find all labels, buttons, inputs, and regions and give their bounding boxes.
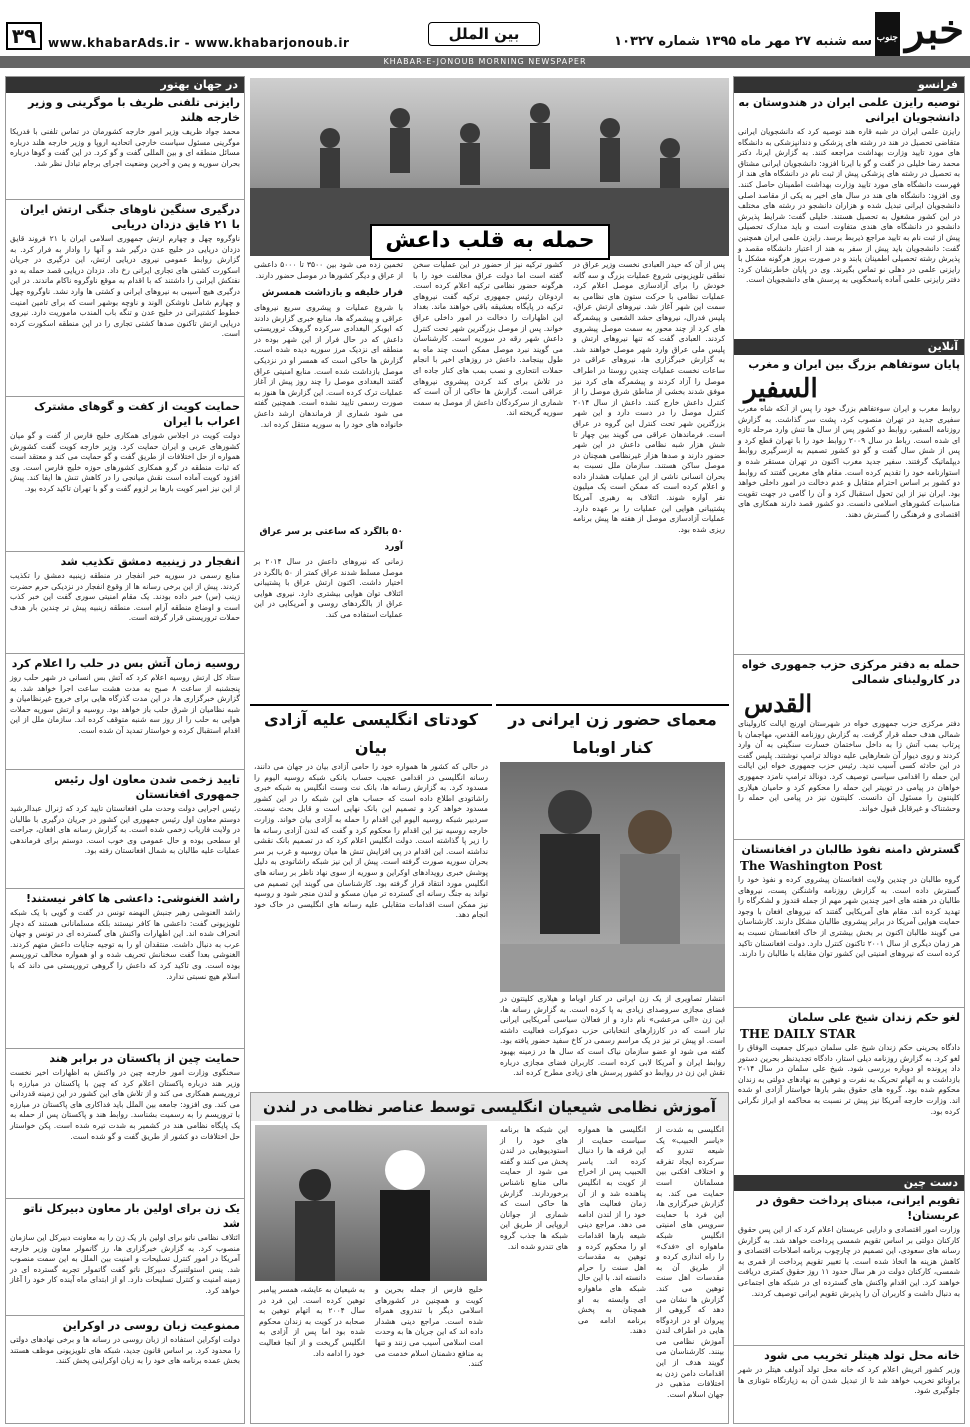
headline[interactable]: درگیری سنگین ناوهای جنگی ارتش ایران با ۲۱ قایق دزدان دریایی <box>6 199 244 234</box>
headline[interactable]: حمایت کویت از کفت و گوهای مشترک اعراب با ایران <box>6 396 244 431</box>
article-text: دفتر مرکزی حزب جمهوری خواه در شهرستان اورنج ایالت کارولینای شمالی هدف حمله قرار گرفت. به گزارش روزنامه القدس، مهاجمان با پرتاب بمب آتش زا به داخل ساختمان خسارت سنگینی به آن وارد کردند و روی دیوار آن شعارهایی علیه دونالد ترامپ نوشتند. پلیس گفت در این حادثه کسی آسیب ندید. رئیس حزب جمهوری خواه این ایالت این حمله را اقدامی سیاسی توصیف کرد. دونالد ترامپ نامزد جمهوری خواهان در پیامی در توییتر این حمله را محکوم کرد و حامیان هیلاری کلینتون را مسئول آن دانست. کلینتون نیز در پیامی این حمله را وحشتناک و غیرقابل قبول خواند. <box>738 719 960 813</box>
article-text: این شبکه ها برنامه های خود را از استودیوهایی در لندن پخش می کنند و گفته می شود از حمایت مالی منابع ناشناس برخوردارند. گزارش ها حاکی است که شماری از جوانان اروپایی از طریق این شبکه ها جذب گروه های تندرو شده اند. <box>500 1125 568 1251</box>
headline[interactable]: ممنوعیت زبان روسی در اوکراین <box>6 1315 244 1335</box>
article-text: پس از آن که حیدر العبادی نخست وزیر عراق در نطقی تلویزیونی شروع عملیات بزرگ و سه گانه خودش را برای آزادسازی موصل اعلام کرد، عملیات نظامی با حرکت ستون های نظامی به سمت این شهر آغاز شد. نیروهای ارتش عراق، پلیس فدرال، نیروهای حشد الشعبی و پیشمرگه های کرد از چند محور به سمت موصل پیشروی کردند. العبادی گفت که تنها نیروهای ارتش و پلیس ملی عراق وارد شهر موصل خواهند شد. به گزارش خبرگزاری ها، نیروهای عراقی در ساعات نخست عملیات چندین روستا در اطراف موصل را آزاد کردند و پیشمرگه های کرد نیز موفق شدند بخشی از مناطق شرق موصل را از کنترل داعش خارج کنند. داعش از سال ۲۰۱۴ کنترل موصل را در دست دارد و این شهر بزرگترین شهر تحت کنترل این گروه در عراق است. فرماندهان عراقی می گویند بین چهار تا شش هزار شبه نظامی داعش در این شهر حضور دارند و صدها هزار غیرنظامی همچنان در موصل ساکن هستند. سازمان ملل نسبت به بحران انسانی ناشی از این عملیات هشدار داده و اعلام کرده است که ممکن است یک میلیون نفر آواره شوند. ائتلاف به رهبری آمریکا پشتیبانی هوایی این عملیات را بر عهده دارد. عملیات آزادسازی موصل از هفته ها پیش برنامه ریزی شده بود. <box>573 260 725 534</box>
article-text: تخمین زده می شود بین ۳۵۰۰ تا ۵۰۰۰ داعشی از عراق و دیگر کشورها در موصل حضور دارند. <box>254 260 403 280</box>
paper-logo: THE DAILY STAR <box>740 1027 856 1041</box>
photo-caption-banner: حمله به قلب داعش <box>370 224 610 260</box>
center-story <box>250 260 729 700</box>
headline[interactable]: تایید زخمی شدن معاون اول رئیس جمهوری افغانستان <box>6 769 244 804</box>
headline[interactable]: خانه محل تولد هیتلر تخریب می شود <box>734 1345 964 1365</box>
tag-label: فرانسو <box>917 78 958 91</box>
shia-story <box>250 1092 729 1424</box>
paper-logo: القدس <box>744 689 813 718</box>
obama-story <box>496 704 729 1088</box>
obama-photo[interactable] <box>500 762 725 992</box>
article-text: در حالی که کشور ها همواره خود را حامی آزادی بیان در جهان می دانند، رسانه انگلیسی در اقدامی عجیب حساب بانکی شبکه روسیه الیوم را مسدود کرد. به گزارش رسانه ها، بانک نت وست انگلیس به شبکه خبری راشاتودی اطلاع داده است که حساب های این شبکه را در این کشور مسدود خواهد کرد و تصمیم این بانک نهایی است و قابل بحث نیست. سردبیر شبکه روسیه الیوم این اقدام را حمله به آزادی بیان خواند. وزارت خارجه روسیه نیز این اقدام را محکوم کرد و گفت که لندن آزادی رسانه ها را زیر پا گذاشته است. دولت انگلیس اعلام کرد که در تصمیم بانک نقشی نداشته است. این اقدام در پی افزایش تنش ها میان روسیه و غرب بر سر بحران سوریه صورت گرفته است. پیش از این نیز شبکه راشاتودی به دلیل پوشش خبری رویدادهای اوکراین و سوریه از سوی نهاد ناظر بر رسانه های انگلیس مورد انتقاد قرار گرفته بود. کارشناسان می گویند این تصمیم می تواند به جنگ رسانه ای گسترده تر میان مسکو و لندن منجر شود و روسیه نیز ممکن است اقدامات متقابلی علیه رسانه های انگلیسی در خاک خود انجام دهد. <box>254 762 488 920</box>
tag-label: دست چین <box>903 1176 958 1189</box>
article-text: خلیج فارس از جمله بحرین و کویت و همچنین در کشورهای اسلامی دیگر با تندروی همراه شده است. مراجع دینی هشدار داده اند که این جریان ها به وحدت امت اسلامی آسیب می زنند و تنها به منافع دشمنان اسلام خدمت می کنند. <box>375 1285 483 1369</box>
issue-date: سه شنبه ۲۷ مهر ماه ۱۳۹۵ شماره ۱۰۳۲۷ <box>614 34 872 49</box>
article-text: انگلیسی به شدت از «یاسر الحبیب» یک شیعه تندرو که سرکرده ایجاد تفرقه و اختلاف افکنی بین مسلمانان است حمایت می کند. به گزارش خبرگزاری ها، این فرد با حمایت سرویس های امنیتی انگلیس شبکه ماهواره ای «فدک» را راه اندازی کرده و از طریق آن به مقدسات اهل سنت توهین می کند. گزارش ها نشان می دهد که گروهی از پیروان او در اردوگاه هایی در اطراف لندن آموزش نظامی می بینند. کارشناسان می گویند هدف از این اقدامات دامن زدن به اختلافات مذهبی در جهان اسلام است. <box>656 1125 724 1399</box>
article-text: راشد الغنوشی رهبر جنبش النهضه تونس در گفت و گویی با یک شبکه تلویزیونی گفت: داعشی ها کافر نیستند بلکه مسلمانانی هستند که دچار انحراف شده اند. این اظهارات واکنش های گسترده ای در تونس و جهان عرب به دنبال داشت. منتقدان او را به توجیه جنایات داعش متهم کردند. الغنوشی بعدا گفت سخنانش تحریف شده و او همواره مخالف تروریسم بوده است. وی تاکید کرد که داعش را گروهی تروریستی می داند که با اسلام هیچ نسبتی ندارد. <box>10 908 240 981</box>
headline[interactable]: پایان سوتفاهم بزرگ بین ایران و مغرب <box>748 358 960 371</box>
newspaper-logo[interactable] <box>878 4 964 56</box>
headline[interactable]: حمایت چین از پاکستان در برابر هند <box>6 1048 244 1068</box>
logo-text: خبر <box>905 6 964 53</box>
article-text: زمانی که نیروهای داعش در سال ۲۰۱۴ بر موصل مسلط شدند عراق کمتر از ۵۰ بالگرد در اختیار داشت. اکنون ارتش عراق با پشتیبانی ائتلاف توان هوایی بیشتری دارد. نیروی هوایی عراق از بالگردهای روسی و آمریکایی در این عملیات استفاده می کند. <box>254 557 403 619</box>
left-column <box>5 76 245 1424</box>
headline[interactable]: روسیه زمان آتش بس در حلب را اعلام کرد <box>6 653 244 673</box>
article-text: گروه طالبان در چندین ولایت افغانستان پیشروی کرده و نفوذ خود را گسترش داده است. به گزارش روزنامه واشنگتن پست، نیروهای طالبان در هفته های اخیر چندین شهر مهم از جمله قندوز و لشکرگاه را تهدید کرده اند. مقام های آمریکایی گفتند که نیروهای افغان با وجود حمایت هوایی آمریکا در برابر پیشروی طالبان مشکل دارند. کارشناسان می گویند طالبان اکنون بر بخش بیشتری از خاک افغانستان نسبت به هر زمان دیگری از سال ۲۰۰۱ تاکنون کنترل دارد. دولت افغانستان تاکید کرده است که نیروهای امنیتی این کشور توان مقابله با طالبان را دارند. <box>738 875 961 959</box>
headline[interactable]: راشد الغنوشی: داعشی ها کافر نیستند! <box>6 888 244 908</box>
article-text: کشور ترکیه نیز از حضور در این عملیات سخن گفته است اما دولت عراق مخالفت خود را با هرگونه حضور نظامی ترکیه اعلام کرده است. اردوغان رئیس جمهوری ترکیه گفت نیروهای ترکیه در پایگاه بعشیقه باقی خواهند ماند. بغداد این اظهارات را دخالت در امور داخلی عراق خواند. پس از موصل بزرگترین شهر تحت کنترل داعش شهر رقه در سوریه است. کارشناسان می گویند نبرد موصل ممکن است چند ماه به طول بینجامد. داعش در روزهای اخیر با انجام حملات انتحاری و نصب بمب های کنار جاده ای در تلاش برای کند کردن پیشروی نیروهای عراقی است. گزارش ها حاکی از آن است که شماری از سرکردگان داعش از موصل به سمت سوریه گریخته اند. <box>413 260 563 418</box>
page-number: ۳۹ <box>6 22 42 50</box>
section-tag <box>734 1175 964 1191</box>
headline[interactable]: گسترش دامنه نفوذ طالبان در افغانستان <box>734 839 964 859</box>
article-text: محمد جواد ظریف وزیر امور خارجه کشورمان در تماس تلفنی با فدریکا موگرینی مسئول سیاست خارجی اتحادیه اروپا و وزیر خارجه هلند درباره مسائل منطقه ای و بین المللی گفت و گو کرد. در این گفت و گوها درباره بحران سوریه و یمن و آخرین وضعیت اجرای برجام تبادل نظر شد. <box>10 127 240 168</box>
tag-label: آنلاین <box>927 340 958 353</box>
headline[interactable]: انفجار در زینبیه دمشق تکذیب شد <box>6 551 244 571</box>
headline[interactable]: آموزش نظامی شیعیان انگلیسی توسط عناصر نظامی در لندن <box>251 1093 728 1121</box>
subheading: ۵۰ بالگرد که ساعتی بر سر عراق آورد <box>259 527 403 552</box>
article-text: دولت کویت در اجلاس شورای همکاری خلیج فارس از گفت و گو میان کشورهای عربی و ایران حمایت کرد. وزیر خارجه کویت گفت کشورش همواره از حل اختلافات از طریق گفت و گو حمایت می کند و معتقد است که ثبات منطقه در گرو همکاری کشورهای حوزه خلیج فارس است. وی افزود کویت آماده است نقش میانجی را در کاهش تنش ها ایفا کند. پیش از این نیز امیر کویت بارها بر لزوم گفت و گو با تهران تاکید کرده بود. <box>10 431 240 493</box>
websites[interactable]: www.khabarAds.ir - www.khabarjonoub.ir <box>48 36 350 50</box>
article-text: انگلیسی ها همواره سیاست حمایت از این فرقه ها را دنبال کرده اند. یاسر الحبیب پس از اخراج از کویت به انگلیس پناهنده شد و از آن زمان فعالیت های خود را از لندن ادامه می دهد. مراجع دینی شیعه بارها اقدامات او را محکوم کرده و توهین به مقدسات اهل سنت را حرام دانسته اند. با این حال شبکه های ماهواره ای وابسته به او همچنان به پخش برنامه ادامه می دهند. <box>578 1125 646 1336</box>
logo-sub: جنوب <box>875 12 900 64</box>
section-tag <box>734 77 964 93</box>
paper-logo: The Washington Post <box>740 859 883 873</box>
headline[interactable]: توصیه رایزن علمی ایران در هندوستان به دانشجویان ایرانی <box>738 96 960 124</box>
subheading: فرار خلیفه و بازداشت همسرش <box>261 288 403 298</box>
section-tag <box>6 77 244 93</box>
article-text: انتشار تصاویری از یک زن ایرانی در کنار اوباما و هیلاری کلینتون در فضای مجازی سروصدای زیادی به پا کرده است. به گزارش رسانه ها، این زن «الی مرعشی» نام دارد و از فعالان سیاسی آمریکایی ایرانی تبار است که در کارزارهای انتخاباتی حزب دموکرات فعالیت داشته است. او پیش تر نیز در یک مراسم رسمی در کاخ سفید حضور یافته بود. گفته می شود او عضو سازمان نیاک است که سال ها در زمینه بهبود روابط ایران و آمریکا لابی کرده است. کاربران فضای مجازی درباره نقش این زن در روابط دو کشور پرسش های زیادی مطرح کرده اند. <box>500 994 725 1078</box>
article-text: سخنگوی وزارت امور خارجه چین در واکنش به اظهارات اخیر نخست وزیر هند درباره پاکستان اعلام کرد که چین با پاکستان در مبارزه با تروریسم همکاری می کند و از تلاش های این کشور در این زمینه قدردانی می کند. وی افزود: جامعه بین الملل باید فداکاری های پاکستان در مبارزه با تروریسم را به رسمیت بشناسد. روابط هند و پاکستان پس از حمله به یک پایگاه نظامی هند در کشمیر به شدت تیره شده است. پکن خواستار حل اختلافات دو کشور از طریق گفت و گو شده است. <box>10 1068 240 1141</box>
headline[interactable]: معمای حضور زن ایرانی در کنار اوباما <box>508 710 717 757</box>
article-text: ستاد کل ارتش روسیه اعلام کرد که آتش بس انسانی در شهر حلب روز پنجشنبه از ساعت ۸ صبح به مدت هشت ساعت اجرا خواهد شد. به گزارش خبرگزاری ها، در این مدت گذرگاه هایی برای خروج غیرنظامیان و شبه نظامیان از شرق حلب باز خواهد بود. روسیه و ارتش سوریه حملات هوایی به حلب را از روز سه شنبه متوقف کرده اند. سازمان ملل از این اقدام استقبال کرده و خواستار تمدید آن شده است. <box>10 673 240 735</box>
article-text: وزیر کشور اتریش اعلام کرد که خانه محل تولد آدولف هیتلر در شهر براونائو تخریب خواهد شد تا از تبدیل شدن آن به زیارتگاه نئونازی ها جلوگیری شود. <box>738 1365 960 1396</box>
section-title: بین الملل <box>428 22 540 46</box>
coup-story <box>250 704 492 1088</box>
tag-label: در جهان بهتور <box>160 78 238 91</box>
right-column <box>733 76 965 1424</box>
cleric-illustration <box>255 1125 487 1281</box>
strap-bar: KHABAR-E-JONOUB MORNING NEWSPAPER <box>0 56 970 68</box>
sub-column <box>250 260 407 700</box>
article-text: ائتلاف نظامی ناتو برای اولین بار یک زن را به معاونت دبیرکل این سازمان منصوب کرد. به گزارش خبرگزاری ها، رز گاتمولر معاون وزیر خارجه آمریکا در امور کنترل تسلیحات و امنیت بین الملل به این سمت منصوب شد. ینس استولتنبرگ دبیرکل ناتو گفت گاتمولر تجربه گسترده ای در زمینه امنیت و کنترل تسلیحات دارد. او از ابتدای ماه آینده کار خود را آغاز خواهد کرد. <box>10 1233 240 1295</box>
headline[interactable]: کودتای انگلیسی علیه آزادی بیان <box>263 710 478 757</box>
article-text: رایزن علمی ایران در شبه قاره هند توصیه کرد که دانشجویان ایرانی متقاضی تحصیل در هند در رشته های پزشکی و دندانپزشکی به دانشگاه های مورد تایید وزارت بهداشت مراجعه کنند. به گزارش ایرنا، دکتر محمد رضا خلیلی در گفت و گو با ایرنا افزود: دانشجویان ایرانی مشتاق به تحصیل در رشته های پزشکی پیش از ثبت نام در دانشگاه های هند از فهرست دانشگاه های مورد تایید وزارت بهداشت اطمینان حاصل کنند. وی افزود: دانشگاه های هند در سال های اخیر به یکی از مقاصد اصلی دانشجویان ایرانی تبدیل شده و هزاران دانشجو در رشته های مختلف در این کشور مشغول به تحصیل هستند. خلیلی گفت: شرایط پذیرش دانشجو در دانشگاه های هندی متفاوت است و باید مدارک تحصیلی پیش از ثبت نام به تایید مراجع ذیربط برسد. رایزن علمی ایران همچنین گفت: دانشجویان باید پیش از سفر به هند از اعتبار دانشگاه مقصد و پذیرش رشته تحصیلی اطمینان یابند و در صورت بروز هرگونه مشکل با رایزنی علمی در دهلی نو تماس بگیرند. وی در پایان خاطرنشان کرد: دفتر رایزنی علمی آماده پاسخگویی به پرسش های دانشجویان است. <box>738 127 960 285</box>
masthead <box>0 0 970 72</box>
section-tag <box>734 339 964 355</box>
article-text: منابع رسمی در سوریه خبر انفجار در منطقه زینبیه دمشق را تکذیب کردند. پیش از این برخی رسانه ها از وقوع انفجار در نزدیکی حرم حضرت زینب (س) خبر داده بودند. یک مقام امنیتی سوری گفت این خبر کذب است و اوضاع منطقه آرام است. منطقه زینبیه پیش تر چندین بار هدف حملات تروریستی قرار گرفته است. <box>10 571 240 623</box>
headline[interactable]: تقویم ایرانی، مبنای پرداخت حقوق در عربستان! <box>756 1194 960 1222</box>
paper-logo: السفير <box>744 374 818 404</box>
article-text: رئیس اجرایی دولت وحدت ملی افغانستان تایید کرد که ژنرال عبدالرشید دوستم معاون اول رئیس جمهوری این کشور در جریان درگیری با طالبان در ولایت فاریاب زخمی شده است. به گزارش رسانه های افغان، جراحت او سطحی بوده و حال عمومی وی خوب است. دوستم برای فرماندهی عملیات علیه طالبان به شمال افغانستان رفته بود. <box>10 804 240 856</box>
article-text: دادگاه بحرینی حکم زندان شیخ علی سلمان دبیرکل جمعیت الوفاق را لغو کرد. به گزارش روزنامه دیلی استار، دادگاه تجدیدنظر بحرین دستور داد پرونده او دوباره بررسی شود. شیخ علی سلمان در سال ۲۰۱۴ بازداشت و به اتهام تحریک به نفرت و توهین به نهادهای دولتی به زندان محکوم شده بود. گروه های حقوق بشر بارها خواستار آزادی او شده اند. وزارت خارجه آمریکا نیز پیش تر نسبت به محاکمه او ابراز نگرانی کرده بود. <box>738 1043 960 1116</box>
people-illustration <box>500 762 725 992</box>
article-text: روابط مغرب و ایران سوءتفاهم بزرگ خود را پس از آنکه شاه مغرب سفیری جدید در تهران منصوب کرد، پشت سر گذاشت. به گزارش روزنامه السفیر، روابط دو کشور پس از سال ها تنش وارد مرحله تازه ای شده است. رباط در سال ۲۰۰۹ روابط خود را با تهران قطع کرد و پس از شش سال گفت و گو دو کشور تصمیم به ازسرگیری روابط دیپلماتیک گرفتند. سفیر جدید مغرب اکنون در تهران مستقر شده و استوارنامه خود را تقدیم کرده است. مقام های مغربی گفتند که روابط دو کشور بر اساس احترام متقابل و عدم دخالت در امور داخلی خواهد بود. ایران نیز از این تحول استقبال کرد و آن را گامی در جهت تقویت مناسبات کشورهای اسلامی دانست. دو کشور قصد دارند همکاری های اقتصادی و فرهنگی را گسترش دهند. <box>738 404 960 519</box>
cleric-photo[interactable] <box>255 1125 487 1281</box>
article-text: دولت اوکراین استفاده از زبان روسی در رسانه ها و برخی نهادهای دولتی را محدود کرد. بر اساس قانون جدید، شبکه های تلویزیونی موظف هستند بخش عمده برنامه های خود را به زبان اوکراینی پخش کنند. <box>10 1335 240 1366</box>
article-text: ناوگروه چهل و چهارم ارتش جمهوری اسلامی ایران با ۲۱ فروند قایق دزدان دریایی در خلیج عدن درگیر شد و آنها را وادار به فرار کرد. به گزارش روابط عمومی نیروی دریایی ارتش، این درگیری در جریان اسکورت کشتی های تجاری ایرانی رخ داد. دزدان دریایی قصد حمله به دو نفتکش ایرانی را داشتند که با اقدام به موقع ناوگروه ناکام ماندند. در این درگیری هیچ آسیبی به نیروهای ایرانی و کشتی ها وارد نشد. ناوگروه چهل و چهارم شامل ناوشکن الوند و ناوچه بوشهر است که برای تامین امنیت خطوط کشتیرانی در خلیج عدن و تنگه باب المندب ماموریت دارد. نیروی دریایی ارتش تاکنون صدها کشتی تجاری را در این منطقه اسکورت کرده است. <box>10 234 240 339</box>
article-text: به شیعیان به عایشه، همسر پیامبر توهین کرده است. این فرد در سال ۲۰۰۴ به اتهام توهین به صحابه در کویت به زندان محکوم شده بود اما پس از آزادی به انگلیس گریخت و از آنجا فعالیت خود را ادامه داد. <box>259 1285 365 1358</box>
headline[interactable]: حمله به دفتر مرکزی حزب جمهوری خواه در کارولینای شمالی <box>734 654 964 689</box>
headline[interactable]: یک زن برای اولین بار معاون دبیرکل ناتو شد <box>6 1198 244 1233</box>
headline[interactable]: رایزنی تلفنی ظریف با موگرینی و وزیر خارجه هلند <box>28 96 240 124</box>
article-text: با شروع عملیات و پیشروی سریع نیروهای عراقی و پیشمرگه ها، منابع خبری گزارش دادند که ابوبکر البغدادی سرکرده گروهک تروریستی داعش که در حال فرار از این شهر بوده در منطقه ای نزدیک مرز سوریه دیده شده است. گزارش ها حاکی است که همسر او در نزدیکی موصل بازداشت شده است. منابع امنیتی عراق گفتند البغدادی موصل را چند روز پیش از آغاز عملیات ترک کرده است. این گزارش ها هنوز به صورت رسمی تایید نشده است. همچنین گفته می شود شماری از فرماندهان ارشد داعش خانواده های خود را به سوریه منتقل کرده اند. <box>254 303 403 429</box>
article-text: وزارت امور اقتصادی و دارایی عربستان اعلام کرد که از این پس حقوق کارکنان دولتی بر اساس تقویم شمسی پرداخت خواهد شد. به گزارش رسانه های سعودی، این تصمیم در چارچوب برنامه اصلاحات اقتصادی و کاهش هزینه ها اتخاذ شده است. با تغییر تقویم پرداخت از قمری به شمسی، کارکنان دولت در هر سال حدود ۱۱ روز حقوق کمتری دریافت خواهند کرد. این اقدام واکنش های گسترده ای در شبکه های اجتماعی به دنبال داشت و کاربران آن را پذیرش تقویم ایرانی توصیف کردند. <box>738 1225 960 1298</box>
headline[interactable]: لغو حکم زندان شیخ علی سلمان <box>734 1007 964 1027</box>
